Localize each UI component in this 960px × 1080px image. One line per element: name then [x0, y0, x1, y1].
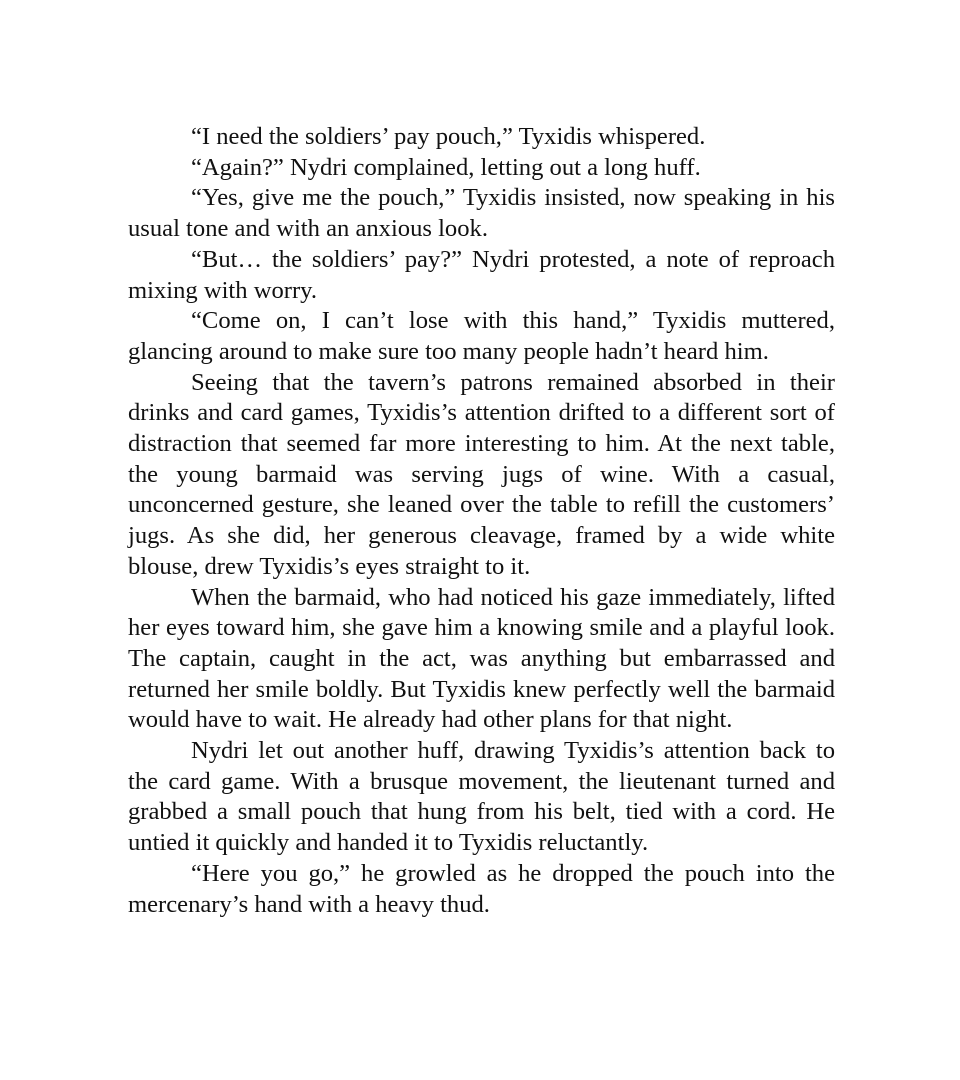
paragraph: “But… the soldiers’ pay?” Nydri protested, a note of reproach mixing with worry. [128, 245, 835, 304]
paragraph: “Here you go,” he growled as he dropped the pouch into the mercenary’s hand with a heavy thud. [128, 859, 835, 918]
paragraph: When the barmaid, who had noticed his gaze immediately, lifted her eyes toward him, she gave him a knowing smile and a playful look. The captain, caught in the act, was anything but embarrassed and returned her smile boldly. But Tyxidis knew perfectly well the barmaid would have to wait. He already had other plans for that night. [128, 583, 835, 734]
document-page [128, 122, 835, 920]
paragraph: Nydri let out another huff, drawing Tyxidis’s attention back to the card game. With a brusque movement, the lieutenant turned and grabbed a small pouch that hung from his belt, tied with a cord. He untied it quickly and handed it to Tyxidis reluctantly. [128, 737, 835, 857]
paragraph: “Yes, give me the pouch,” Tyxidis insisted, now speaking in his usual tone and with an anxious look. [128, 184, 835, 243]
paragraph: “Again?” Nydri complained, letting out a long huff. [191, 153, 701, 181]
paragraph: Seeing that the tavern’s patrons remained absorbed in their drinks and card games, Tyxidis’s attention drifted to a different sort of distraction that seemed far more interesting to him. At the next table, the young barmaid was serving jugs of wine. With a casual, unconcerned gesture, she leaned over the table to refill the customers’ jugs. As she did, her generous cleavage, framed by a wide white blouse, drew Tyxidis’s eyes straight to it. [128, 368, 835, 580]
paragraph: “I need the soldiers’ pay pouch,” Tyxidis whispered. [191, 123, 706, 150]
paragraph: “Come on, I can’t lose with this hand,” Tyxidis muttered, glancing around to make sure too many people hadn’t heard him. [128, 307, 835, 365]
